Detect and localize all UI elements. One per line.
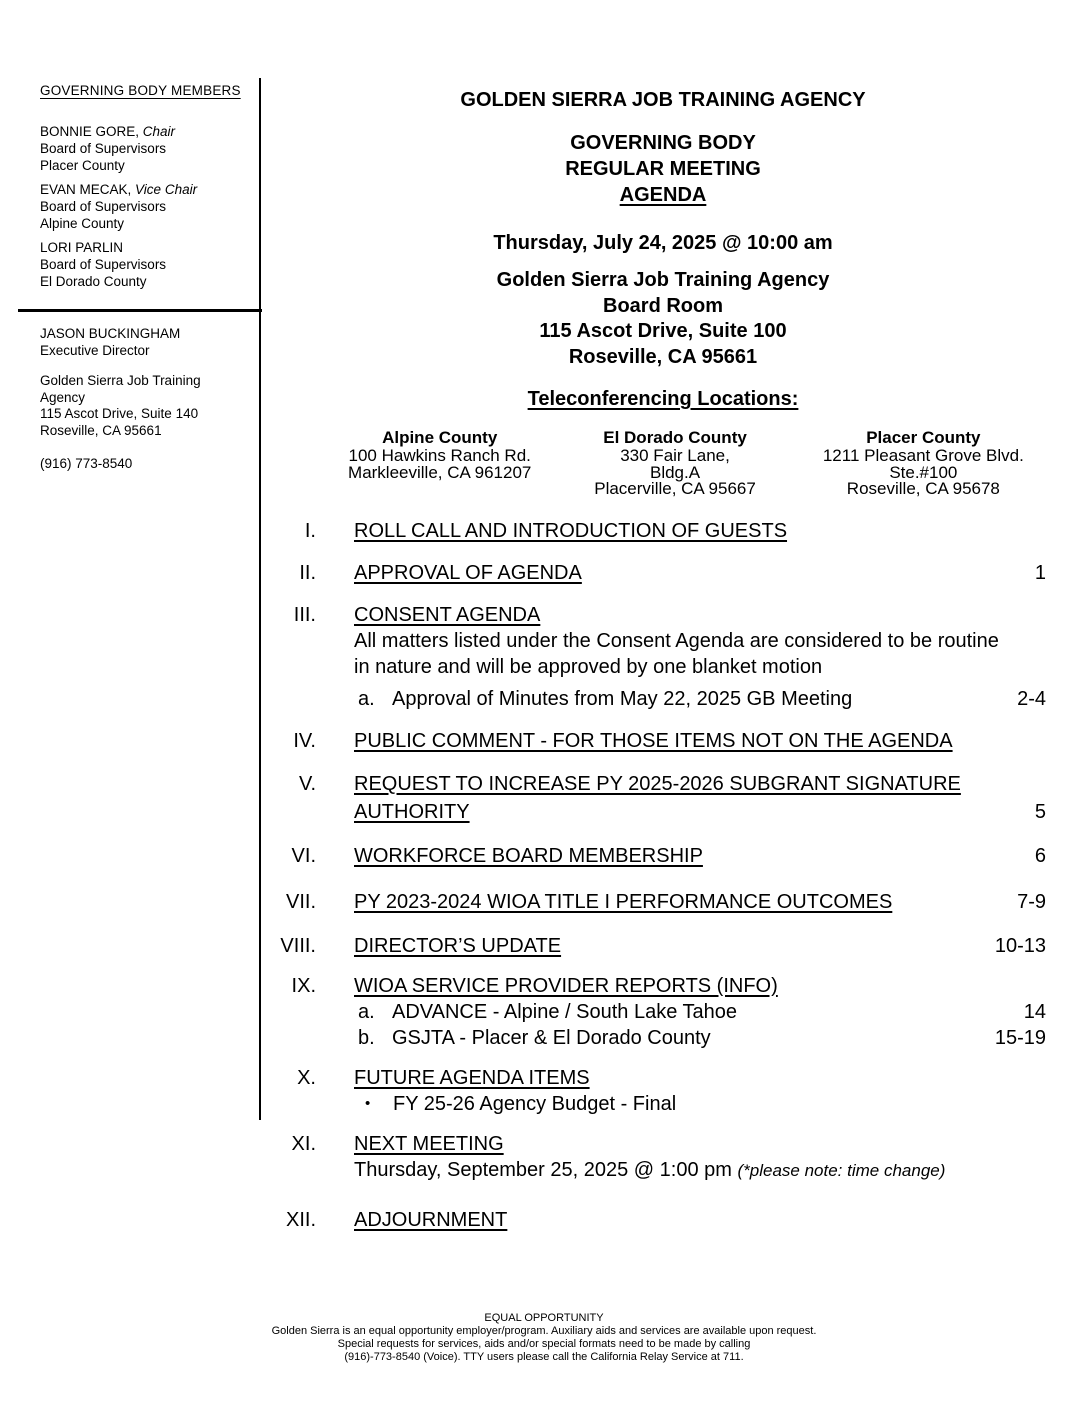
agenda-numeral: VII.	[285, 890, 316, 913]
agenda-page: 7-9	[1017, 890, 1046, 913]
agenda-body-text: in nature and will be approved by one blanket motion	[354, 655, 823, 678]
member-org: Board of Supervisors	[40, 257, 167, 272]
member-name-line	[40, 239, 262, 256]
agenda-page: 10-13	[994, 934, 1046, 957]
agenda-item-approval-of-agenda	[280, 560, 1046, 586]
member-role: Chair	[142, 124, 176, 139]
footer-heading: EQUAL OPPORTUNITY	[484, 1312, 604, 1324]
document-title: GOLDEN SIERRA JOB TRAINING AGENCY	[460, 89, 866, 111]
agenda-list	[280, 518, 1046, 1233]
subitem-text: GSJTA - Placer & El Dorado County	[392, 1026, 711, 1049]
venue-line: Board Room	[603, 294, 723, 317]
agenda-numeral: III.	[293, 603, 316, 626]
meeting-datetime: Thursday, July 24, 2025 @ 10:00 am	[493, 232, 833, 254]
director-entry	[40, 325, 262, 359]
next-meeting-datetime: Thursday, September 25, 2025 @ 1:00 pm	[354, 1158, 732, 1181]
agenda-numeral: VI.	[291, 844, 316, 867]
location-address-line: Bldg.A	[649, 462, 701, 482]
agenda-page: 5	[1034, 800, 1046, 823]
agenda-numeral: X.	[297, 1066, 316, 1089]
member-entry	[40, 239, 262, 290]
agenda-item-roll-call	[280, 518, 1046, 544]
agenda-numeral: XI.	[291, 1132, 316, 1155]
location-address-line: 1211 Pleasant Grove Blvd.	[822, 446, 1024, 465]
meeting-venue	[280, 268, 1046, 370]
agenda-page: 1	[1034, 561, 1046, 584]
agenda-title: PY 2023-2024 WIOA TITLE I PERFORMANCE OUTCOMES	[354, 890, 893, 913]
agency-address	[40, 373, 262, 439]
agenda-title: ADJOURNMENT	[354, 1208, 508, 1231]
sidebar-divider	[18, 309, 262, 312]
main-content	[280, 88, 1046, 1233]
location-column	[549, 428, 800, 498]
agenda-item-subgrant-signature-authority	[280, 770, 1046, 826]
agenda-numeral: IV.	[293, 729, 316, 752]
agenda-title: REQUEST TO INCREASE PY 2025-2026 SUBGRANT SIGNATURE	[354, 772, 961, 795]
location-name: Placer County	[866, 428, 981, 447]
agenda-title: PUBLIC COMMENT - FOR THOSE ITEMS NOT ON THE AGENDA	[354, 729, 953, 752]
footer-line: (916)-773-8540 (Voice). TTY users please call the California Relay Service at 711.	[344, 1351, 744, 1363]
agenda-item-future-agenda-items	[280, 1065, 1046, 1117]
agenda-numeral: XII.	[285, 1208, 316, 1231]
agenda-title: CONSENT AGENDA	[354, 603, 541, 626]
member-org: Board of Supervisors	[40, 141, 167, 156]
time-change-note: (*please note: time change)	[737, 1160, 946, 1180]
agenda-item-workforce-board-membership	[280, 843, 1046, 869]
location-column	[801, 428, 1046, 498]
agenda-subitem	[358, 1025, 1046, 1051]
member-county: Placer County	[40, 158, 125, 173]
agenda-title: WIOA SERVICE PROVIDER REPORTS (INFO)	[354, 974, 778, 997]
agenda-title: WORKFORCE BOARD MEMBERSHIP	[354, 844, 703, 867]
location-address-line: Roseville, CA 95678	[846, 479, 1000, 498]
venue-line: Golden Sierra Job Training Agency	[496, 269, 830, 291]
agency-address-line: Agency	[40, 389, 86, 405]
agency-phone: (916) 773-8540	[40, 456, 133, 471]
agency-address-line: 115 Ascot Drive, Suite 140	[40, 406, 199, 421]
member-entry	[40, 181, 262, 232]
agenda-item-service-provider-reports	[280, 973, 1046, 1051]
agenda-numeral: I.	[304, 519, 316, 542]
bullet-text: FY 25-26 Agency Budget - Final	[393, 1092, 677, 1115]
agenda-item-performance-outcomes	[280, 889, 1046, 915]
agenda-item-adjournment	[280, 1207, 1046, 1233]
agenda-numeral: IX.	[291, 974, 316, 997]
member-role: Vice Chair	[135, 182, 198, 197]
location-column	[330, 428, 549, 498]
sidebar-heading: GOVERNING BODY MEMBERS	[40, 83, 241, 98]
location-address-line: Placerville, CA 95667	[594, 479, 756, 498]
member-county: El Dorado County	[40, 274, 147, 289]
agenda-title: NEXT MEETING	[354, 1132, 504, 1155]
agency-address-line: Golden Sierra Job Training	[40, 373, 201, 388]
subitem-text: Approval of Minutes from May 22, 2025 GB Meeting	[392, 687, 853, 710]
subitem-label: a.	[358, 1000, 375, 1023]
location-address-line: 100 Hawkins Ranch Rd.	[348, 446, 531, 465]
agenda-page: 2-4	[1017, 687, 1046, 710]
footer-line: Special requests for services, aids and/or special formats need to be made by calling	[337, 1338, 751, 1350]
director-title: Executive Director	[40, 343, 150, 358]
footer	[0, 1312, 1088, 1364]
member-name-line	[40, 181, 262, 198]
venue-line: 115 Ascot Drive, Suite 100	[539, 320, 787, 342]
agenda-title: AUTHORITY	[354, 800, 470, 823]
agenda-title: ROLL CALL AND INTRODUCTION OF GUESTS	[354, 519, 788, 542]
bullet-icon: •	[365, 1094, 371, 1112]
location-address-line: 330 Fair Lane,	[620, 446, 730, 465]
director-name: JASON BUCKINGHAM	[40, 326, 181, 341]
next-meeting-line	[354, 1157, 1046, 1184]
agenda-item-public-comment	[280, 728, 1046, 754]
footer-line: Golden Sierra is an equal opportunity employer/program. Auxiliary aids and services are available upon request.	[271, 1325, 817, 1337]
agenda-item-consent-agenda	[280, 602, 1046, 712]
meeting-heading	[280, 130, 1046, 208]
agenda-page: 15-19	[994, 1026, 1046, 1049]
location-name: Alpine County	[382, 428, 498, 447]
meeting-heading-line: GOVERNING BODY	[570, 132, 756, 154]
location-name: El Dorado County	[603, 428, 747, 447]
agenda-page: 14	[1023, 1000, 1046, 1023]
member-name: EVAN MECAK,	[40, 182, 132, 197]
member-name: BONNIE GORE,	[40, 124, 140, 139]
location-address-line: Markleeville, CA 961207	[348, 462, 532, 482]
member-entry	[40, 123, 262, 174]
agency-address-line: Roseville, CA 95661	[40, 422, 162, 438]
member-county: Alpine County	[40, 216, 125, 231]
teleconference-heading: Teleconferencing Locations:	[527, 388, 799, 410]
agenda-body-text: All matters listed under the Consent Agenda are considered to be routine	[354, 629, 999, 652]
subitem-label: b.	[358, 1026, 375, 1049]
member-name: LORI PARLIN	[40, 240, 124, 255]
agenda-numeral: V.	[298, 772, 316, 795]
sidebar	[18, 82, 262, 472]
agenda-label: AGENDA	[619, 184, 707, 206]
agenda-bullet-item	[354, 1091, 1046, 1117]
member-name-line	[40, 123, 262, 140]
agenda-numeral: II.	[299, 561, 316, 584]
agenda-page: 6	[1034, 844, 1046, 867]
agenda-subitem	[358, 999, 1046, 1025]
agenda-item-next-meeting	[280, 1131, 1046, 1184]
meeting-heading-line: REGULAR MEETING	[565, 158, 761, 180]
agenda-numeral: VIII.	[280, 934, 316, 957]
vertical-divider	[259, 78, 261, 1120]
location-address-line: Ste.#100	[889, 462, 958, 482]
agenda-subitem	[358, 686, 1046, 712]
agenda-title: FUTURE AGENDA ITEMS	[354, 1066, 590, 1089]
teleconference-locations	[280, 428, 1046, 498]
venue-line: Roseville, CA 95661	[568, 345, 758, 368]
subitem-label: a.	[358, 687, 375, 710]
agenda-item-directors-update	[280, 933, 1046, 959]
member-org: Board of Supervisors	[40, 199, 167, 214]
subitem-text: ADVANCE - Alpine / South Lake Tahoe	[392, 1000, 738, 1023]
agenda-title: DIRECTOR’S UPDATE	[354, 934, 562, 957]
agenda-title: APPROVAL OF AGENDA	[354, 561, 582, 584]
